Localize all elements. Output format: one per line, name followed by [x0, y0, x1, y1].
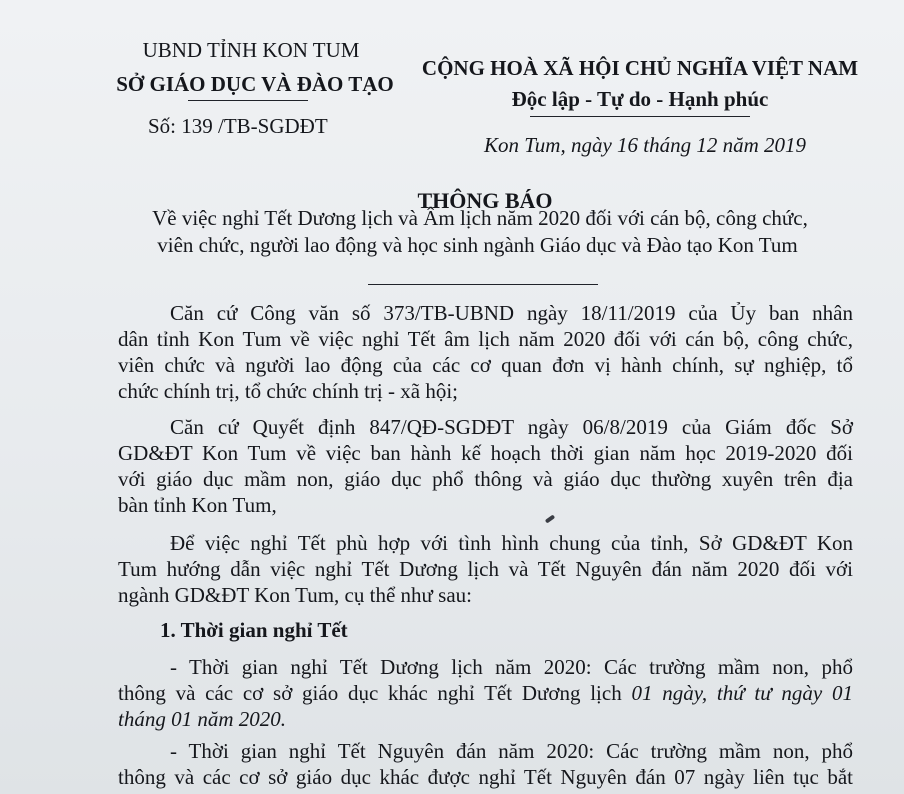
- national-motto: Độc lập - Tự do - Hạnh phúc: [511, 87, 769, 111]
- country-name: CỘNG HOÀ XÃ HỘI CHỦ NGHĨA VIỆT NAM: [421, 56, 859, 80]
- paragraph-line: Tum hướng dẫn việc nghỉ Tết Dương lịch và Tết Nguyên đán năm 2020 đối với: [118, 557, 853, 581]
- text-normal: thông và các cơ sở giáo dục khác nghỉ Tết Dương lịch: [118, 681, 632, 705]
- paragraph-line: viên chức và người lao động của các cơ quan đơn vị hành chính, sự nghiệp, tổ: [118, 353, 853, 377]
- paragraph-line: thông và các cơ sở giáo dục khác được nghỉ Tết Nguyên đán 07 ngày liên tục bắt: [118, 765, 853, 789]
- department-underline: [188, 100, 308, 101]
- paragraph-line: Căn cứ Quyết định 847/QĐ-SGDĐT ngày 06/8/2019 của Giám đốc Sở: [170, 415, 853, 439]
- paragraph-line: - Thời gian nghỉ Tết Nguyên đán năm 2020: Các trường mầm non, phổ: [170, 739, 853, 763]
- section-heading: 1. Thời gian nghỉ Tết: [160, 618, 348, 642]
- item-new-year-holiday: [118, 654, 853, 732]
- paragraph-line: - Thời gian nghỉ Tết Dương lịch năm 2020: Các trường mầm non, phổ: [170, 655, 853, 679]
- title-underline: [368, 284, 598, 285]
- paragraph-line: với giáo dục mầm non, giáo dục phổ thông và giáo dục thường xuyên trên địa: [118, 467, 853, 491]
- motto-underline: [530, 116, 750, 117]
- paragraph-line: Để việc nghỉ Tết phù hợp với tình hình chung của tỉnh, Sở GD&ĐT Kon: [170, 531, 853, 555]
- paragraph-line: tháng 01 năm 2020.: [118, 707, 286, 731]
- text-italic: 01 ngày, thứ tư ngày 01: [631, 681, 853, 705]
- document-number: Số: 139 /TB-SGDĐT: [148, 114, 328, 138]
- subject-line-2: viên chức, người lao động và học sinh ngành Giáo dục và Đào tạo Kon Tum: [157, 233, 798, 257]
- agency-name: UBND TỈNH KON TUM: [142, 38, 360, 62]
- document-title: THÔNG BÁO: [417, 188, 553, 213]
- paragraph-line: GD&ĐT Kon Tum về việc ban hành kế hoạch thời gian năm học 2019-2020 đối: [118, 441, 853, 465]
- paragraph-line: Căn cứ Công văn số 373/TB-UBND ngày 18/11/2019 của Ủy ban nhân: [170, 301, 853, 325]
- item-lunar-new-year-holiday: [118, 738, 853, 790]
- paragraph-line: bàn tỉnh Kon Tum,: [118, 493, 277, 517]
- paragraph-legal-basis-2: [118, 414, 853, 518]
- paragraph-line: [118, 680, 853, 706]
- paragraph-line: ngành GD&ĐT Kon Tum, cụ thể như sau:: [118, 583, 472, 607]
- place-date: Kon Tum, ngày 16 tháng 12 năm 2019: [484, 133, 807, 157]
- paragraph-purpose: [118, 530, 853, 608]
- paragraph-line: dân tỉnh Kon Tum về việc nghỉ Tết âm lịch năm 2020 đối với cán bộ, công chức,: [118, 327, 853, 351]
- paragraph-line: chức chính trị, tổ chức chính trị - xã hội;: [118, 379, 458, 403]
- department-name: SỞ GIÁO DỤC VÀ ĐÀO TẠO: [116, 72, 394, 96]
- subject-line-1: Về việc nghỉ Tết Dương lịch và Âm lịch năm 2020 đối với cán bộ, công chức,: [152, 206, 808, 230]
- paragraph-legal-basis-1: [118, 300, 853, 404]
